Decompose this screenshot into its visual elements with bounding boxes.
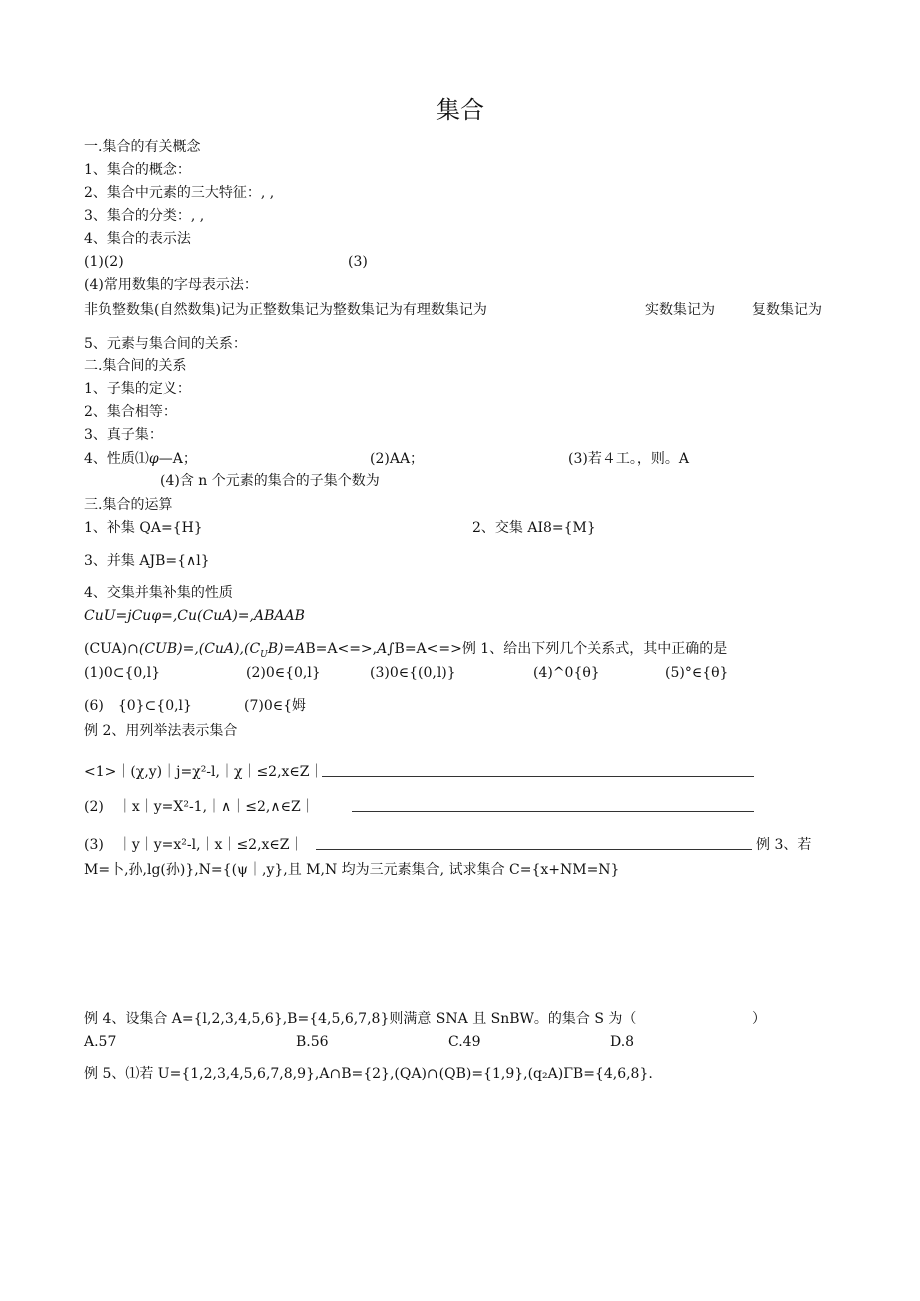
line-element-relation: 5、元素与集合间的关系： bbox=[84, 336, 247, 352]
line-property-2: (2)AA； bbox=[370, 451, 425, 467]
example-4-question: 例 4、设集合 A={l,2,3,4,5,6},B={4,5,6,7,8}则满意 SNA 且 SnBW。的集合 S 为（ bbox=[84, 1011, 637, 1027]
example-2-q3: (3) ｜y｜y=x²-l,｜x｜≤2,x∈Z｜ bbox=[84, 837, 304, 853]
line-methods-3: (3) bbox=[348, 254, 368, 270]
line-union: 3、并集 AJB={∧l} bbox=[84, 553, 210, 569]
line-concept: 1、集合的概念： bbox=[84, 162, 191, 178]
line-number-sets-detail: 非负整数集(自然数集)记为正整数集记为整数集记为有理数集记为 bbox=[84, 302, 487, 318]
option-b: B.56 bbox=[296, 1034, 329, 1050]
line-number-sets: (4)常用数集的字母表示法： bbox=[84, 277, 258, 293]
answer-line-1[interactable] bbox=[322, 762, 754, 777]
relation-7: (7)0∈{姆 bbox=[244, 698, 307, 714]
option-d: D.8 bbox=[610, 1034, 635, 1050]
example-3-text: M=卜,孙,lg(孙)},N={(ψ｜,y},且 M,N 均为三元素集合, 试求集合 C={x+NM=N} bbox=[84, 862, 620, 878]
line-intersection: 2、交集 AI8={M} bbox=[472, 520, 596, 536]
relation-6: (6) {0}⊂{0,l} bbox=[84, 698, 192, 714]
line-set-equal: 2、集合相等： bbox=[84, 404, 177, 420]
option-a: A.57 bbox=[84, 1034, 117, 1050]
line-proper-subset: 3、真子集： bbox=[84, 427, 163, 443]
example-2-heading: 例 2、用列举法表示集合 bbox=[84, 723, 238, 739]
option-c: C.49 bbox=[448, 1034, 481, 1050]
line-classification: 3、集合的分类：, , bbox=[84, 208, 205, 224]
answer-line-2[interactable] bbox=[352, 797, 754, 812]
line-property-1: 4、性质⑴φ—A； bbox=[84, 451, 197, 467]
relation-5: (5)°∈{θ} bbox=[665, 665, 729, 681]
example-2-q2: (2) ｜x｜y=X²-1,｜∧｜≤2,∧∈Z｜ bbox=[84, 799, 315, 815]
section-1-heading: 一.集合的有关概念 bbox=[84, 139, 201, 155]
answer-line-3[interactable] bbox=[316, 835, 752, 850]
line-subset-def: 1、子集的定义： bbox=[84, 381, 191, 397]
line-representation: 4、集合的表示法 bbox=[84, 231, 191, 247]
example-2-q1: <1>｜(χ,y)｜j=χ²-l,｜χ｜≤2,x∈Z｜ bbox=[84, 764, 324, 780]
line-formula-1: CuU=jCuφ=,Cu(CuA)=,ABAAB bbox=[84, 608, 305, 624]
real-set-label: 实数集记为 bbox=[645, 302, 715, 318]
section-2-heading: 二.集合间的关系 bbox=[84, 358, 187, 374]
section-3-heading: 三.集合的运算 bbox=[84, 497, 173, 513]
relation-3: (3)0∈{(0,l)} bbox=[370, 665, 456, 681]
line-features: 2、集合中元素的三大特征：, , bbox=[84, 185, 275, 201]
line-complement: 1、补集 QA={H} bbox=[84, 520, 203, 536]
relation-1: (1)0⊂{0,l} bbox=[84, 665, 161, 681]
line-property-3: (3)若４工。，则。A bbox=[568, 451, 689, 467]
line-properties-heading: 4、交集并集补集的性质 bbox=[84, 585, 233, 601]
complex-set-label: 复数集记为 bbox=[752, 302, 822, 318]
page-title: 集合 bbox=[436, 96, 484, 124]
line-formula-2: $(CUA)\cap(CUB)=,(CuA),(C_UB)=AB=A<=>,A\int B=A<=>$例 1、给出下列几个关系式，其中正确的是 bbox=[84, 641, 728, 660]
relation-2: (2)0∈{0,l} bbox=[246, 665, 321, 681]
example-5-question: 例 5、⑴若 U={1,2,3,4,5,6,7,8,9},A∩B={2},(QA)∩(QB)={1,9},(q₂A)ΓB={4,6,8}. bbox=[84, 1066, 653, 1082]
relation-4: (4)^0{θ} bbox=[533, 665, 600, 681]
example-4-close-paren: ） bbox=[752, 1011, 766, 1027]
example-3-label: 例 3、若 bbox=[756, 837, 812, 853]
line-property-4: (4)含 n 个元素的集合的子集个数为 bbox=[160, 473, 380, 489]
line-methods-1-2: (1)(2) bbox=[84, 254, 124, 270]
